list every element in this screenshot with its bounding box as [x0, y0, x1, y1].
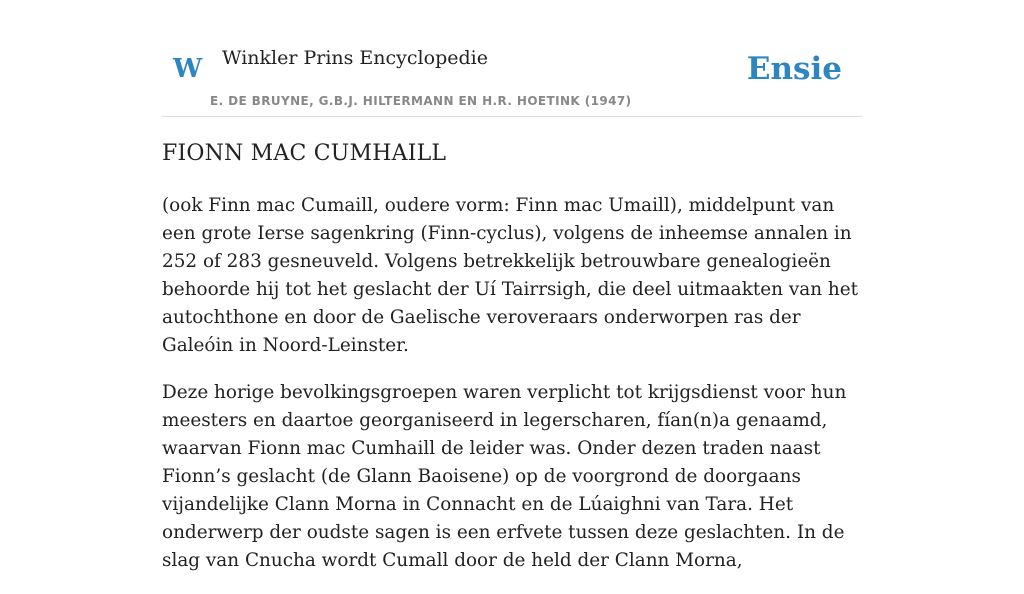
article-title: FIONN MAC CUMHAILL [162, 141, 447, 166]
winkler-prins-logo[interactable]: W [173, 54, 203, 84]
article-paragraph: (ook Finn mac Cumaill, oudere vorm: Finn mac Umaill), middelpunt van een grote Ierse sagenkring (Finn-cyclus), volgens de inheemse annalen in 252 of 283 gesneuveld. Volgens betrekkelijk betrouwbare genealogieën behoorde hij tot het geslacht der Uí Tairrsigh, die deel uitmaakten van het autochthone en door de Gaelische veroveraars onderworpen ras der Galeóin in Noord-Leinster. [162, 195, 859, 356]
article-paragraph: Deze horige bevolkingsgroepen waren verplicht tot krijgsdienst voor hun meesters en daartoe georganiseerd in legerscharen, fían(n)a genaamd, waarvan Fionn mac Cumhaill de leider was. Onder dezen traden naast Fionn’s geslacht (de Glann Baoisene) op de voorgrond de doorgaans vijandelijke Clann Morna in Connacht en de Lúaighni van Tara. Het onderwerp der oudste sagen is een erfvete tussen deze geslachten. In de slag van Cnucha wordt Cumall door de held der Clann Morna, [162, 382, 847, 571]
ensie-logo[interactable]: Ensie [746, 51, 842, 87]
publication-authors: E. DE BRUYNE, G.B.J. HILTERMANN EN H.R. HOETINK (1947) [210, 94, 632, 108]
article-body [162, 192, 862, 594]
site-header [162, 40, 862, 117]
publication-title[interactable]: Winkler Prins Encyclopedie [222, 47, 488, 69]
